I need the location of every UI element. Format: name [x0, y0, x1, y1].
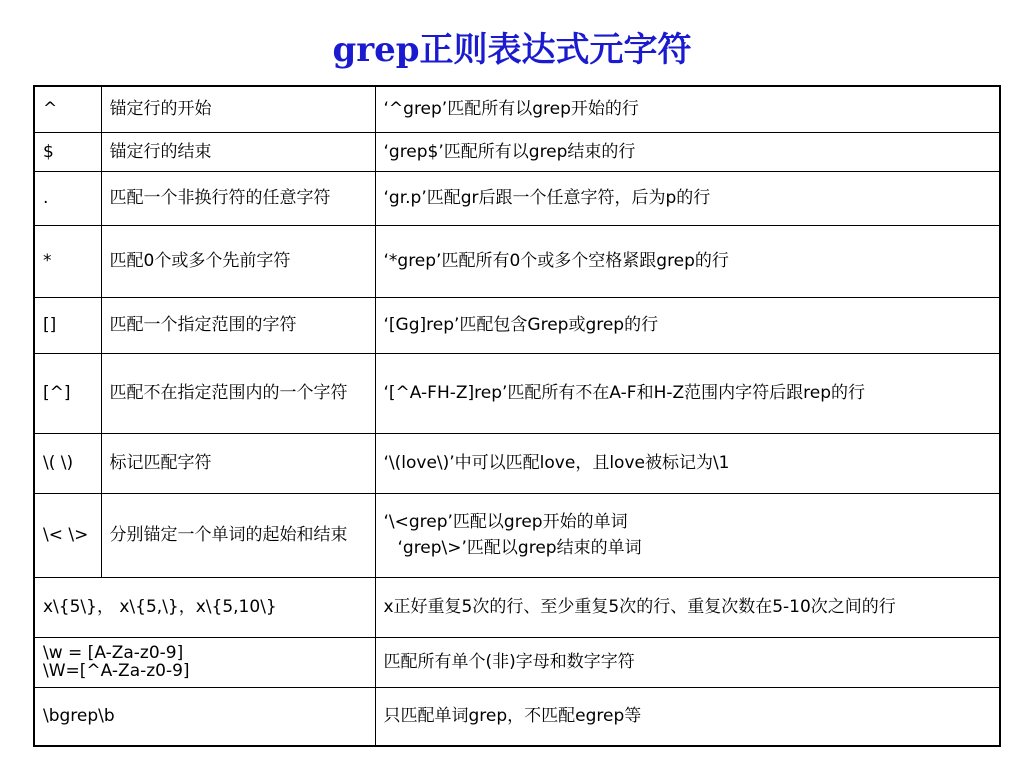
- example-cell: ‘gr.p’匹配gr后跟一个任意字符，后为p的行: [375, 171, 1000, 225]
- description-cell: 锚定行的开始: [101, 86, 375, 132]
- table-row: [34, 493, 1000, 577]
- example-cell: ‘^grep’匹配所有以grep开始的行: [375, 86, 1000, 132]
- table-row: [34, 353, 1000, 433]
- example-cell: [375, 493, 1000, 577]
- table-row: [34, 132, 1000, 171]
- example-line: ‘\<grep’匹配以grep开始的单词: [383, 512, 628, 532]
- example-cell: ‘[Gg]rep’匹配包含Grep或grep的行: [375, 297, 1000, 353]
- example-cell: ‘grep$’匹配所有以grep结束的行: [375, 132, 1000, 171]
- symbol-cell: .: [34, 171, 101, 225]
- symbol-cell: $: [34, 132, 101, 171]
- symbol-cell: \< \>: [34, 493, 101, 577]
- example-cell: 匹配所有单个(非)字母和数字字符: [375, 637, 1000, 687]
- description-cell: 标记匹配字符: [101, 433, 375, 493]
- table-row: [34, 637, 1000, 687]
- example-cell: 只匹配单词grep，不匹配egrep等: [375, 687, 1000, 746]
- description-cell: 匹配不在指定范围内的一个字符: [101, 353, 375, 433]
- symbol-line: \w = [A-Za-z0-9]: [43, 643, 184, 663]
- symbol-cell: []: [34, 297, 101, 353]
- symbol-cell: x\{5\}， x\{5,\}，x\{5,10\}: [34, 577, 375, 637]
- metachar-table: [33, 85, 1001, 747]
- example-line: ‘grep\>’匹配以grep结束的单词: [397, 538, 642, 558]
- symbol-cell: [34, 637, 375, 687]
- symbol-cell: \( \): [34, 433, 101, 493]
- table-row: [34, 577, 1000, 637]
- table-row: [34, 433, 1000, 493]
- example-cell: ‘\(love\)’中可以匹配love，且love被标记为\1: [375, 433, 1000, 493]
- description-cell: 锚定行的结束: [101, 132, 375, 171]
- page-title: grep正则表达式元字符: [332, 30, 692, 70]
- symbol-cell: \bgrep\b: [34, 687, 375, 746]
- example-cell: x正好重复5次的行、至少重复5次的行、重复次数在5-10次之间的行: [375, 577, 1000, 637]
- table-row: [34, 171, 1000, 225]
- description-cell: 匹配一个非换行符的任意字符: [101, 171, 375, 225]
- table-row: [34, 687, 1000, 746]
- symbol-cell: [^]: [34, 353, 101, 433]
- table-row: [34, 86, 1000, 132]
- symbol-cell: ^: [34, 86, 101, 132]
- symbol-line: \W=[^A-Za-z0-9]: [43, 661, 190, 681]
- description-cell: 匹配一个指定范围的字符: [101, 297, 375, 353]
- description-cell: 匹配0个或多个先前字符: [101, 225, 375, 297]
- description-cell: 分别锚定一个单词的起始和结束: [101, 493, 375, 577]
- example-cell: ‘*grep’匹配所有0个或多个空格紧跟grep的行: [375, 225, 1000, 297]
- table-row: [34, 225, 1000, 297]
- example-cell: ‘[^A-FH-Z]rep’匹配所有不在A-F和H-Z范围内字符后跟rep的行: [375, 353, 1000, 433]
- symbol-cell: *: [34, 225, 101, 297]
- table-row: [34, 297, 1000, 353]
